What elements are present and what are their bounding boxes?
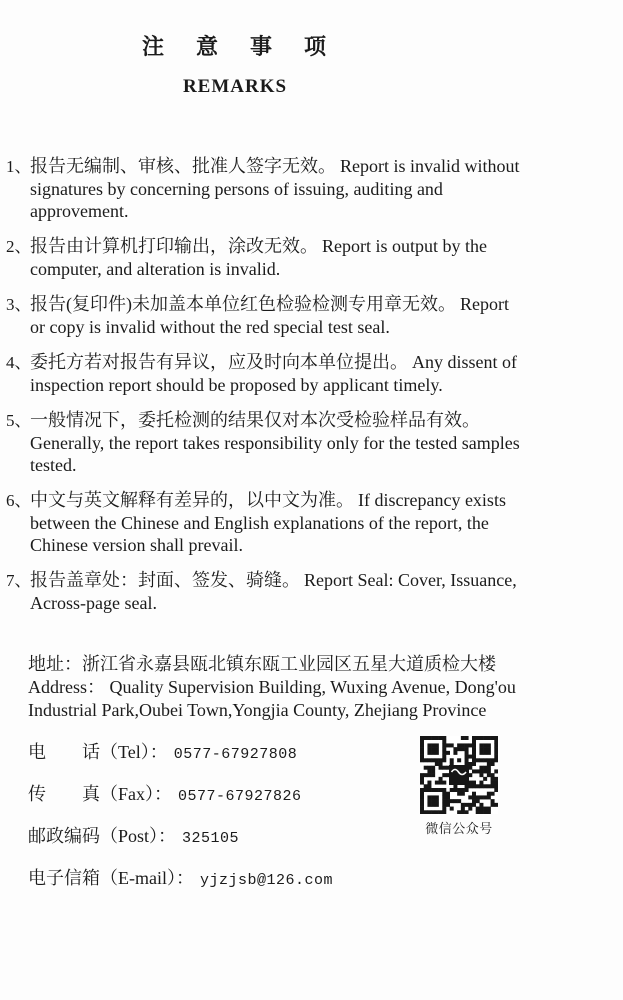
item-text-chinese: 报告(复印件)未加盖本单位红色检验检测专用章无效。 xyxy=(30,294,456,314)
contact-block xyxy=(28,741,408,909)
email-value: yjzjsb@126.com xyxy=(199,872,334,889)
post-value: 325105 xyxy=(182,830,240,847)
item-text-chinese: 报告由计算机打印输出，涂改无效。 xyxy=(30,236,318,256)
wechat-qr-block xyxy=(420,736,498,837)
item-text-chinese: 一般情况下，委托检测的结果仅对本次受检验样品有效。 xyxy=(30,410,480,430)
wechat-qr-caption: 微信公众号 xyxy=(425,821,493,836)
item-text xyxy=(30,293,522,338)
item-number: 1、 xyxy=(6,157,32,176)
item-text-english: Report or copy is invalid without the red special test seal. xyxy=(30,294,509,337)
fax-label: 传 真（Fax）： xyxy=(28,784,172,804)
item-text xyxy=(30,409,522,476)
item-text-english: If discrepancy exists between the Chinese and English explanations of the report, the Chinese version shall prevail. xyxy=(30,490,506,555)
list-item xyxy=(6,489,522,556)
item-text-english: Report is output by the computer, and alteration is invalid. xyxy=(30,236,487,279)
item-number: 5、 xyxy=(6,411,32,430)
item-text-english: Any dissent of inspection report should be proposed by applicant timely. xyxy=(30,352,517,395)
item-number: 7、 xyxy=(6,571,32,590)
item-text-chinese: 报告盖章处：封面、签发、骑缝。 xyxy=(30,570,300,590)
fax-value: 0577-67927826 xyxy=(178,788,302,805)
post-label: 邮政编码（Post）： xyxy=(28,826,177,846)
item-text xyxy=(30,235,522,280)
item-text xyxy=(30,351,522,396)
tel-value: 0577-67927808 xyxy=(173,746,298,763)
contact-row-fax xyxy=(28,783,408,808)
wechat-qr-code xyxy=(420,736,498,814)
contact-row-tel xyxy=(28,741,408,766)
list-item xyxy=(6,569,522,614)
item-number: 2、 xyxy=(6,237,32,256)
address-english: Address： Quality Supervision Building, Wuxing Avenue, Dong'ou Industrial Park,Oubei Town,Yongjia County, Zhejiang Province xyxy=(28,677,516,720)
list-item xyxy=(6,155,522,222)
address-chinese: 地址：浙江省永嘉县瓯北镇东瓯工业园区五星大道质检大楼 xyxy=(28,654,496,674)
list-item xyxy=(6,409,522,476)
page-title-chinese: 注意事项 xyxy=(141,34,358,59)
address-block xyxy=(28,652,562,722)
item-text xyxy=(30,489,522,556)
item-text xyxy=(30,569,522,614)
item-text-english: Report is invalid without signatures by concerning persons of issuing, auditing and approvement. xyxy=(30,156,520,221)
item-text xyxy=(30,155,522,222)
item-number: 4、 xyxy=(6,353,32,372)
item-text-chinese: 委托方若对报告有异议，应及时向本单位提出。 xyxy=(30,352,408,372)
contact-row-post xyxy=(28,825,408,850)
remarks-list xyxy=(6,155,522,627)
list-item xyxy=(6,351,522,396)
item-number: 6、 xyxy=(6,491,32,510)
item-text-english: Generally, the report takes responsibility only for the tested samples tested. xyxy=(30,433,520,475)
list-item xyxy=(6,293,522,338)
item-number: 3、 xyxy=(6,295,32,314)
item-text-chinese: 中文与英文解释有差异的，以中文为准。 xyxy=(30,490,354,510)
tel-label: 电 话（Tel）： xyxy=(28,742,168,762)
item-text-english: Report Seal: Cover, Issuance, Across-page seal. xyxy=(30,570,517,613)
contact-row-email xyxy=(28,867,408,892)
item-text-chinese: 报告无编制、审核、批准人签字无效。 xyxy=(30,156,336,176)
email-label: 电子信箱（E-mail）： xyxy=(28,868,194,888)
page-title-english: REMARKS xyxy=(182,76,288,97)
list-item xyxy=(6,235,522,280)
